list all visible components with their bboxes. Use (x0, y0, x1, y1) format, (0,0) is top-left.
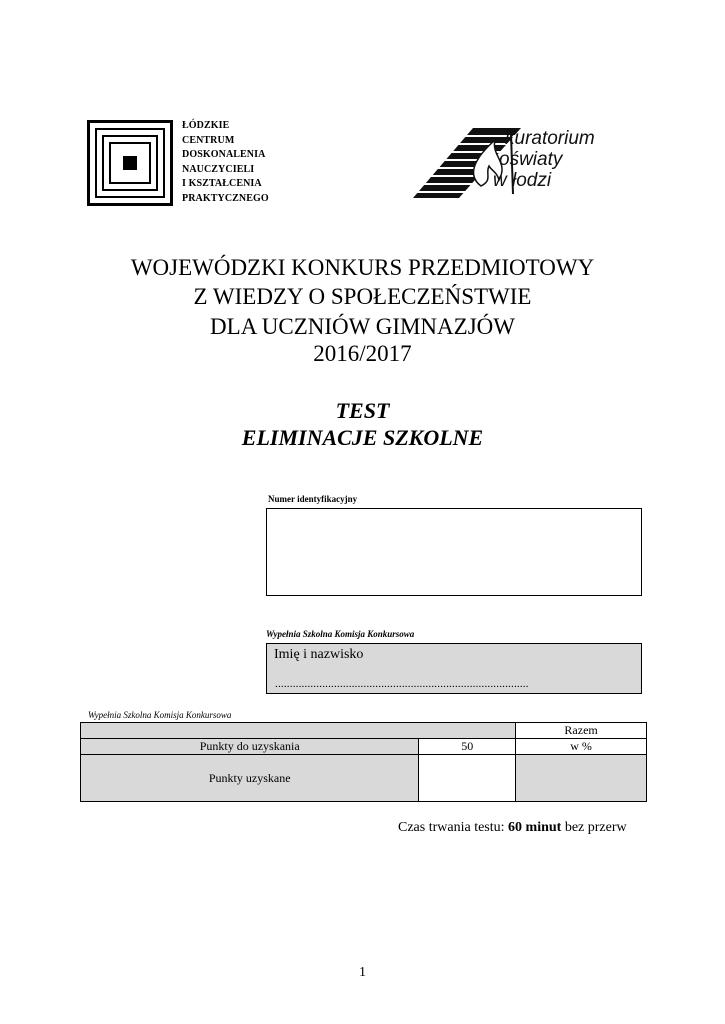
table-cell-empty (81, 723, 516, 739)
test-duration (398, 820, 627, 836)
name-field-label: Imię i nazwisko (274, 647, 364, 662)
page-number: 1 (359, 965, 366, 980)
kuratorium-line: w łodzi (493, 170, 552, 191)
title-line-2: Z WIEDZY O SPOŁECZEŃSTWIE (193, 284, 532, 309)
logo-line: CENTRUM (182, 134, 235, 146)
score-table (80, 722, 647, 802)
title-year: 2016/2017 (313, 341, 412, 366)
percent-header: w % (516, 739, 647, 755)
duration-prefix: Czas trwania testu: (398, 820, 509, 835)
logo-line: ŁÓDZKIE (182, 120, 230, 131)
stage-heading: ELIMINACJE SZKOLNE (241, 425, 484, 450)
razem-header: Razem (516, 723, 647, 739)
kuratorium-text (493, 128, 595, 191)
table-row (81, 755, 647, 802)
kuratorium-line: oświaty (499, 149, 563, 170)
title-line-1: WOJEWÓDZKI KONKURS PRZEDMIOTOWY (130, 255, 595, 280)
points-possible-label: Punkty do uzyskania (81, 739, 419, 755)
title-line-3: DLA UCZNIÓW GIMNAZJÓW (210, 314, 515, 339)
logo-line: DOSKONALENIA (182, 149, 266, 160)
logo-center-square (123, 156, 137, 170)
percent-field[interactable] (516, 755, 647, 802)
lcdnikp-logo-text (182, 119, 269, 206)
id-number-field[interactable] (266, 508, 642, 596)
duration-bold: 60 minut (508, 820, 562, 835)
name-field-dots: ...................................................................................... (275, 678, 529, 690)
score-commission-label: Wypełnia Szkolna Komisja Konkursowa (88, 710, 232, 720)
kuratorium-line: kuratorium (505, 128, 595, 149)
commission-label: Wypełnia Szkolna Komisja Konkursowa (266, 629, 415, 639)
test-heading: TEST (335, 398, 390, 423)
name-field[interactable] (266, 643, 642, 694)
table-row (81, 723, 647, 739)
points-earned-label: Punkty uzyskane (81, 755, 419, 802)
table-row (81, 739, 647, 755)
id-number-label: Numer identyfikacyjny (268, 494, 358, 504)
logo-line: PRAKTYCZNEGO (182, 192, 269, 204)
points-possible-value: 50 (419, 739, 516, 755)
logo-line: NAUCZYCIELI (182, 163, 255, 175)
points-earned-field[interactable] (419, 755, 516, 802)
logo-line: I KSZTAŁCENIA (182, 178, 262, 189)
duration-suffix: bez przerw (561, 820, 627, 835)
